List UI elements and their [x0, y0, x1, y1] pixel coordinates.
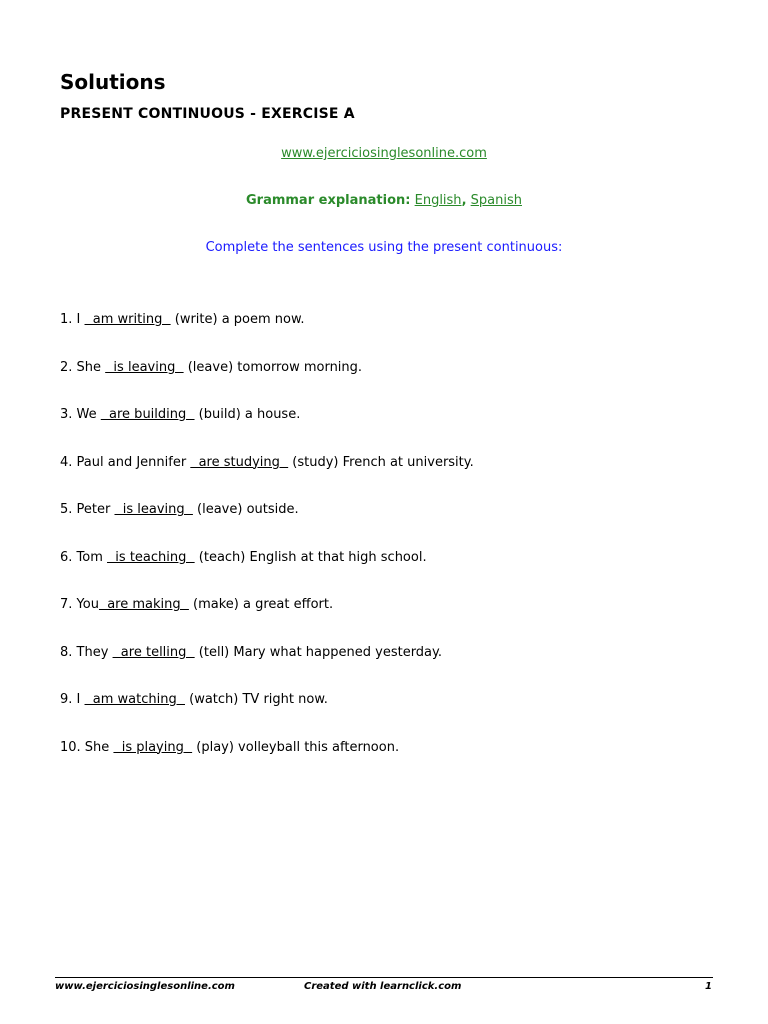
exercise-prompt-end: (tell) Mary what happened yesterday.: [194, 644, 442, 660]
footer-page-number: 1: [705, 981, 712, 992]
exercise-item: [60, 692, 474, 740]
grammar-explanation-label: Grammar explanation:: [245, 193, 411, 208]
exercise-item: [60, 312, 474, 360]
exercise-item: [60, 360, 474, 408]
exercise-answer: is teaching: [107, 549, 195, 565]
exercise-prompt-start: 7. You: [60, 597, 99, 612]
exercise-answer: are building: [100, 407, 195, 422]
exercise-prompt-end: (play) volleyball this afternoon.: [192, 739, 400, 755]
exercise-prompt-start: 5. Peter: [60, 502, 115, 517]
exercise-answer: am writing: [84, 312, 171, 327]
footer-divider: [55, 977, 713, 978]
exercise-prompt-end: (teach) English at that high school.: [194, 549, 427, 565]
exercise-prompt-end: (study) French at university.: [288, 454, 474, 470]
exercise-answer: is leaving: [114, 502, 193, 517]
exercise-prompt-start: 8. They: [60, 644, 113, 660]
exercise-prompt-end: (watch) TV right now.: [185, 692, 328, 707]
grammar-link-separator: ,: [461, 193, 467, 208]
grammar-english-link[interactable]: English: [414, 193, 462, 208]
exercise-list: [60, 312, 474, 787]
footer-credit: Created with learnclick.com: [304, 981, 462, 992]
exercise-prompt-start: 1. I: [60, 312, 85, 327]
grammar-spanish-link[interactable]: Spanish: [470, 193, 522, 208]
exercise-prompt-start: 6. Tom: [60, 549, 108, 565]
exercise-prompt-end: (leave) tomorrow morning.: [183, 359, 363, 375]
exercise-title: PRESENT CONTINUOUS - EXERCISE A: [60, 106, 355, 122]
exercise-answer: is leaving: [105, 359, 184, 375]
exercise-prompt-end: (make) a great effort.: [188, 597, 334, 612]
exercise-answer: are studying: [190, 454, 289, 470]
exercise-answer: am watching: [84, 692, 185, 707]
exercise-answer: are telling: [112, 644, 195, 660]
site-link[interactable]: www.ejerciciosinglesonline.com: [281, 146, 487, 161]
footer-site: www.ejerciciosinglesonline.com: [55, 981, 235, 992]
exercise-item: [60, 455, 474, 503]
exercise-item: [60, 597, 474, 645]
site-link-line: [0, 146, 768, 161]
exercise-prompt-start: 10. She: [60, 739, 114, 755]
exercise-prompt-end: (write) a poem now.: [170, 312, 305, 327]
exercise-prompt-start: 9. I: [60, 692, 85, 707]
exercise-prompt-end: (leave) outside.: [192, 502, 299, 517]
exercise-item: [60, 407, 474, 455]
exercise-prompt-end: (build) a house.: [194, 407, 301, 422]
exercise-prompt-start: 3. We: [60, 407, 101, 422]
exercise-answer: are making: [98, 597, 189, 612]
exercise-answer: is playing: [113, 739, 193, 755]
exercise-item: [60, 550, 474, 598]
exercise-item: [60, 740, 474, 788]
exercise-item: [60, 502, 474, 550]
instructions: Complete the sentences using the present continuous:: [205, 240, 563, 255]
page-title: Solutions: [60, 70, 166, 94]
exercise-item: [60, 645, 474, 693]
grammar-explanation-line: [0, 193, 768, 208]
exercise-prompt-start: 2. She: [60, 359, 106, 375]
exercise-prompt-start: 4. Paul and Jennifer: [60, 454, 191, 470]
